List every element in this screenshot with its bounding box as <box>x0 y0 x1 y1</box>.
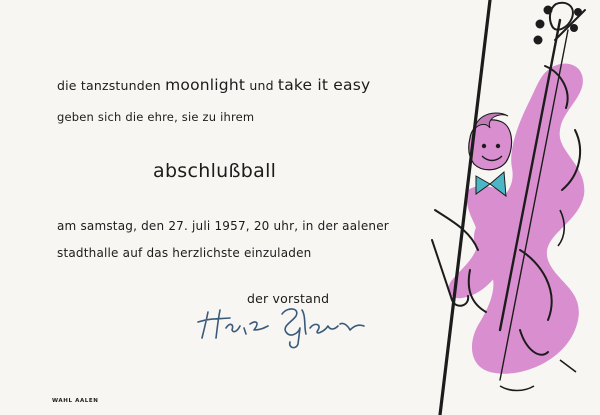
dance-class-moonlight: moonlight <box>165 76 246 94</box>
venue-line: stadthalle auf das herzlichste einzuladen <box>57 246 312 260</box>
dance-class-take-it-easy: take it easy <box>277 76 371 94</box>
conjunction-text: und <box>249 78 274 93</box>
date-line: am samstag, den 27. juli 1957, 20 uhr, in der aalener <box>57 219 389 233</box>
printer-mark: WAHL AALEN <box>52 398 99 404</box>
intro-text: die tanzstunden <box>57 78 161 93</box>
signature-label: der vorstand <box>247 291 330 306</box>
event-title: abschlußball <box>153 160 277 182</box>
honor-line: geben sich die ehre, sie zu ihrem <box>57 110 255 124</box>
